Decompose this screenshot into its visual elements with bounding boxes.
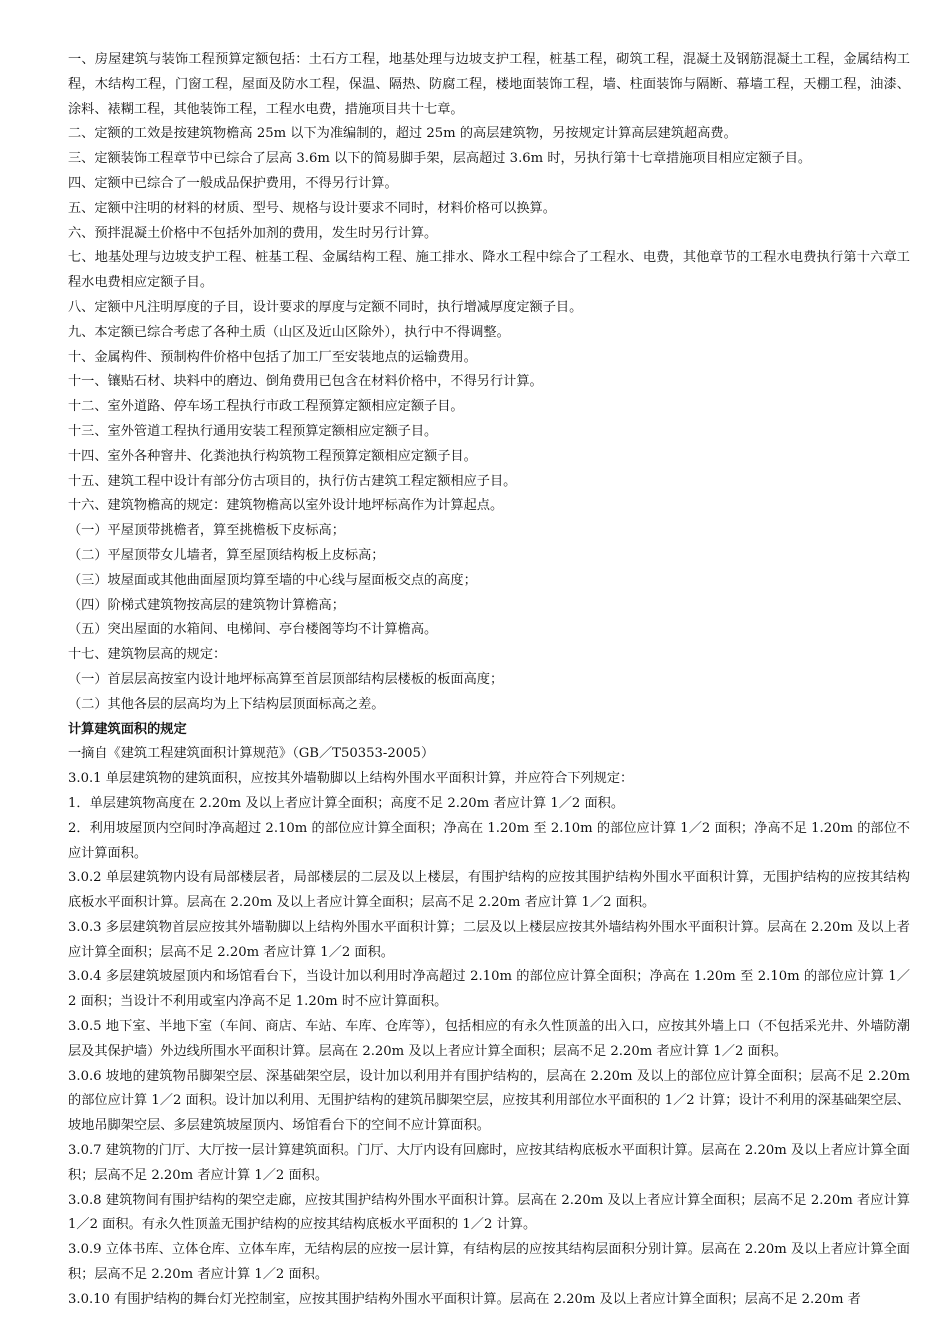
rule-3-0-3: 3.0.3 多层建筑物首层应按其外墙勒脚以上结构外围水平面积计算；二层及以上楼层应按其外墙结构外围水平面积计算。层高在 2.20m 及以上者应计算全面积；层高不足 2.20m 者应计算 1／2 面积。 [68,919,910,960]
rule-3-0-2: 3.0.2 单层建筑物内设有局部楼层者，局部楼层的二层及以上楼层，有围护结构的应按其围护结构外围水平面积计算，无围护结构的应按其结构底板水平面积计算。层高在 2.20m 及以上者应计算全面积；层高不足 2.20m 者应计算 1／2 面积。 [68,870,910,911]
rule-3-0-5: 3.0.5 地下室、半地下室（车间、商店、车站、车库、仓库等），包括相应的有永久性顶盖的出入口，应按其外墙上口（不包括采光井、外墙防潮层及其保护墙）外边线所围水平面积计算。层高在 2.20m 及以上者应计算全面积；层高不足 2.20m 者应计算 1／2 面积。 [68,1019,910,1059]
rule-3-0-6: 3.0.6 坡地的建筑物吊脚架空层、深基础架空层，设计加以利用并有围护结构的，层高在 2.20m 及以上的部位应计算全面积；层高不足 2.20m 的部位应计算 1／2 面积。设计加以利用、无围护结构的建筑吊脚架空层，应按其利用部位水平面积的 1／2 计算；设计不利用的深基础架空层、坡地吊脚架空层、多层建筑坡屋顶内、场馆看台下的空间不应计算面积。 [68,1068,910,1134]
source-citation: 一摘自《建筑工程建筑面积计算规范》（GB／T50353-2005） [68,746,435,762]
rule-3-0-1-item-1: 1．单层建筑物高度在 2.20m 及以上者应计算全面积；高度不足 2.20m 者应计算 1／2 面积。 [68,795,625,811]
clause-7: 七、地基处理与边坡支护工程、桩基工程、金属结构工程、施工排水、降水工程中综合了工程水、电费，其他章节的工程水电费执行第十六章工程水电费相应定额子目。 [68,250,910,291]
clause-10: 十、金属构件、预制构件价格中包括了加工厂至安装地点的运输费用。 [68,349,477,365]
clause-17-sub-1: （一）首层层高按室内设计地坪标高算至首层顶部结构层楼板的板面高度； [68,671,504,687]
clause-4: 四、定额中已综合了一般成品保护费用，不得另行计算。 [68,175,398,191]
clause-1: 一、房屋建筑与装饰工程预算定额包括：土石方工程，地基处理与边坡支护工程，桩基工程，砌筑工程，混凝土及钢筋混凝土工程，金属结构工程，木结构工程，门窗工程，屋面及防水工程，保温、隔热、防腐工程，楼地面装饰工程，墙、柱面装饰与隔断、幕墙工程，天棚工程，油漆、涂料、裱糊工程，其他装饰工程，工程水电费，措施项目共十七章。 [68,52,910,117]
clause-3: 三、定额装饰工程章节中已综合了层高 3.6m 以下的简易脚手架，层高超过 3.6m 时，另执行第十七章措施项目相应定额子目。 [68,151,812,167]
clause-5: 五、定额中注明的材料的材质、型号、规格与设计要求不同时，材料价格可以换算。 [68,200,556,216]
clause-15: 十五、建筑工程中设计有部分仿古项目的，执行仿古建筑工程定额相应子目。 [68,473,517,489]
clause-8: 八、定额中凡注明厚度的子目，设计要求的厚度与定额不同时，执行增减厚度定额子目。 [68,299,583,315]
clause-9: 九、本定额已综合考虑了各种土质（山区及近山区除外），执行中不得调整。 [68,324,510,340]
section-heading: 计算建筑面积的规定 [68,721,187,737]
clause-12: 十二、室外道路、停车场工程执行市政工程预算定额相应定额子目。 [68,399,464,415]
clause-16: 十六、建筑物檐高的规定：建筑物檐高以室外设计地坪标高作为计算起点。 [68,498,504,514]
rule-3-0-1-item-2: 2．利用坡屋顶内空间时净高超过 2.10m 的部位应计算全面积；净高在 1.20m 至 2.10m 的部位应计算 1／2 面积；净高不足 1.20m 的部位不应计算面积。 [68,820,910,861]
clause-14: 十四、室外各种窨井、化粪池执行构筑物工程预算定额相应定额子目。 [68,448,477,464]
clause-17-sub-2: （二）其他各层的层高均为上下结构层顶面标高之差。 [68,696,385,712]
rule-3-0-10: 3.0.10 有围护结构的舞台灯光控制室，应按其围护结构外围水平面积计算。层高在 2.20m 及以上者应计算全面积；层高不足 2.20m 者 [68,1291,861,1307]
rule-3-0-7: 3.0.7 建筑物的门厅、大厅按一层计算建筑面积。门厅、大厅内设有回廊时，应按其结构底板水平面积计算。层高在 2.20m 及以上者应计算全面积；层高不足 2.20m 者应计算 1／2 面积。 [68,1143,910,1183]
clause-16-sub-5: （五）突出屋面的水箱间、电梯间、亭台楼阁等均不计算檐高。 [68,622,438,638]
clause-13: 十三、室外管道工程执行通用安装工程预算定额相应定额子目。 [68,423,438,439]
rule-3-0-1: 3.0.1 单层建筑物的建筑面积，应按其外墙勒脚以上结构外围水平面积计算，并应符合下列规定： [68,771,634,787]
clause-16-sub-1: （一）平屋顶带挑檐者，算至挑檐板下皮标高； [68,523,345,539]
clause-11: 十一、镶贴石材、块料中的磨边、倒角费用已包含在材料价格中，不得另行计算。 [68,374,543,390]
rule-3-0-4: 3.0.4 多层建筑坡屋顶内和场馆看台下，当设计加以利用时净高超过 2.10m 的部位应计算全面积；净高在 1.20m 至 2.10m 的部位应计算 1／2 面积；当设计不利用或室内净高不足 1.20m 时不应计算面积。 [68,969,910,1010]
rule-3-0-8: 3.0.8 建筑物间有围护结构的架空走廊，应按其围护结构外围水平面积计算。层高在 2.20m 及以上者应计算全面积；层高不足 2.20m 者应计算 1／2 面积。有永久性顶盖无围护结构的应按其结构底板水平面积的 1／2 计算。 [68,1192,910,1233]
clause-16-sub-4: （四）阶梯式建筑物按高层的建筑物计算檐高； [68,597,345,613]
clause-2: 二、定额的工效是按建筑物檐高 25m 以下为准编制的，超过 25m 的高层建筑物，另按规定计算高层建筑超高费。 [68,126,737,142]
clause-17: 十七、建筑物层高的规定： [68,647,227,663]
clause-16-sub-3: （三）坡屋面或其他曲面屋顶均算至墙的中心线与屋面板交点的高度； [68,572,477,588]
clause-16-sub-2: （二）平屋顶带女儿墙者，算至屋顶结构板上皮标高； [68,547,385,563]
rule-3-0-9: 3.0.9 立体书库、立体仓库、立体车库，无结构层的应按一层计算，有结构层的应按其结构层面积分别计算。层高在 2.20m 及以上者应计算全面积；层高不足 2.20m 者应计算 1／2 面积。 [68,1242,910,1283]
clause-6: 六、预拌混凝土价格中不包括外加剂的费用，发生时另行计算。 [68,225,438,241]
